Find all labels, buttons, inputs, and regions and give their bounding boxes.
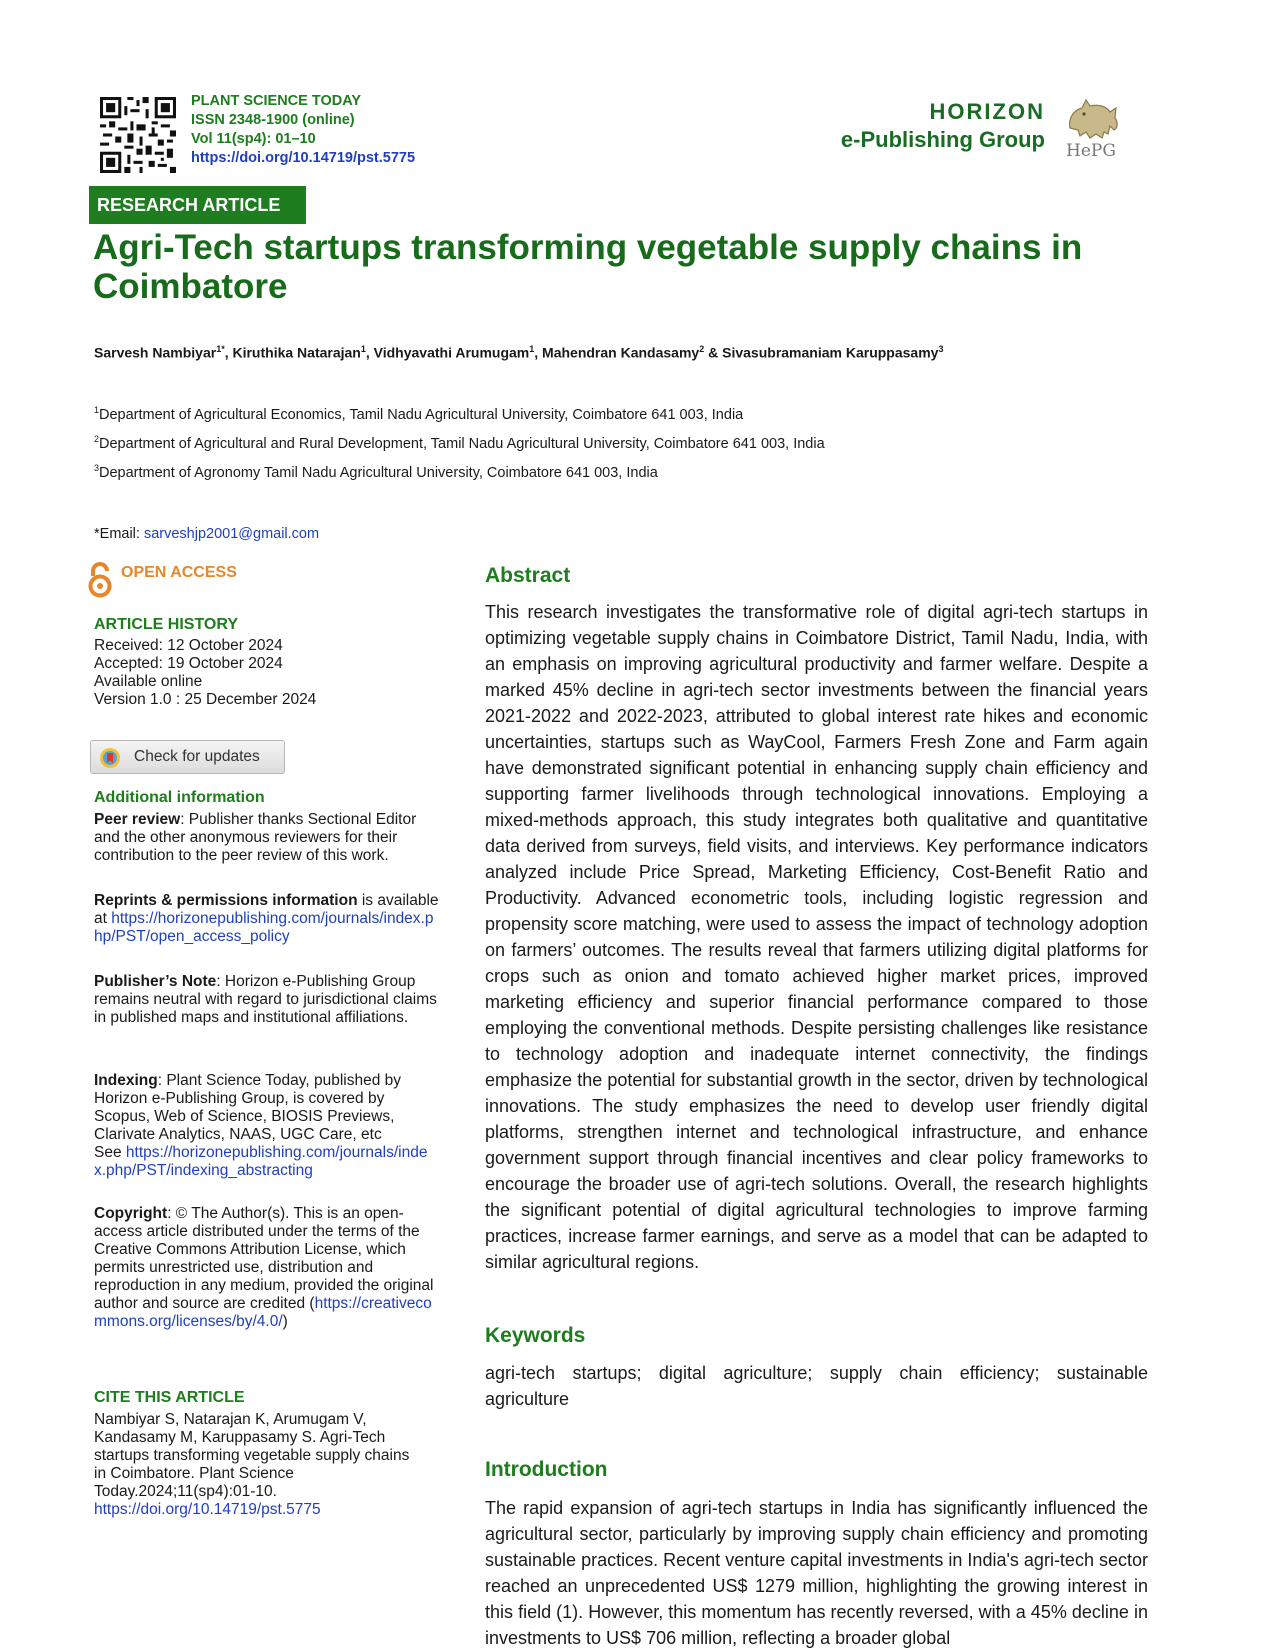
cite-article-label: CITE THIS ARTICLE (94, 1389, 245, 1406)
author-list (94, 344, 943, 361)
open-access-label: OPEN ACCESS (121, 564, 237, 581)
brand-line2: e-Publishing Group (840, 127, 1045, 152)
affiliation-3 (94, 463, 658, 481)
open-access-icon (87, 562, 113, 598)
email-link[interactable]: sarveshjp2001@gmail.com (143, 526, 320, 542)
publisher-note-text: : Horizon e-Publishing Group remains neutral with regard to jurisdictional claims in published maps and institutional affiliations. (94, 973, 437, 1026)
license-link[interactable]: https://creativecommons.org/licenses/by/4.0/ (94, 1295, 432, 1330)
journal-issn: ISSN 2348-1900 (online) (191, 112, 355, 128)
accepted-date: Accepted: 19 October 2024 (94, 655, 283, 672)
author-name: Sivasubramaniam Karuppasamy (722, 344, 939, 361)
lion-logo-icon (1060, 90, 1122, 162)
copyright-label: Copyright (94, 1205, 168, 1222)
peer-review-label: Peer review (94, 811, 181, 828)
copyright-text: : © The Author(s). This is an open-access article distributed under the terms of the Creative Commons Attribution License, which permits unrestricted use, distribution and reproduction in any medium, provided the original author and source are credited ( (94, 1205, 434, 1312)
affiliation-text: Department of Agronomy Tamil Nadu Agricultural University, Coimbatore 641 003, India (99, 464, 658, 481)
citation (94, 1411, 424, 1519)
citation-text: Nambiyar S, Natarajan K, Arumugam V, Kandasamy M, Karuppasamy S. Agri-Tech startups transforming vegetable supply chains in Coimbatore. Plant Science Today.2024;11(sp4):01-10. (94, 1411, 410, 1500)
author-sup: 1* (216, 344, 225, 354)
received-date: Received: 12 October 2024 (94, 637, 283, 654)
email-label: *Email: (94, 526, 144, 542)
journal-name: PLANT SCIENCE TODAY (191, 93, 361, 109)
author-sup: 1 (360, 344, 366, 354)
introduction-text: The rapid expansion of agri-tech startups in India has significantly influenced the agricultural sector, particularly by improving supply chain efficiency and promoting sustainable practices. Recent venture capital investments in India's agri-tech sector reached an unprecedented US$ 1279 million, highlighting the growing interest in this field (1). However, this momentum has recently reversed, with a 45% decline in investments to US$ 706 million, reflecting a broader global (485, 1498, 1148, 1648)
peer-review-text: : Publisher thanks Sectional Editor and the other anonymous reviewers for their contribution to the peer review of this work. (94, 811, 417, 864)
affiliation-1 (94, 405, 743, 423)
indexing-note (94, 1072, 439, 1180)
abstract-heading: Abstract (485, 564, 571, 587)
affiliation-num: 3 (94, 463, 100, 473)
check-for-updates-button[interactable] (90, 740, 285, 774)
author-sep: , (534, 344, 543, 361)
publisher-note-label: Publisher’s Note (94, 973, 217, 990)
article-history (94, 637, 316, 709)
article-history-label: ARTICLE HISTORY (94, 616, 239, 633)
author-sup: 1 (529, 344, 535, 354)
affiliation-num: 1 (94, 405, 100, 415)
journal-info (191, 92, 415, 168)
qr-code-icon (100, 97, 176, 173)
indexing-label: Indexing (94, 1072, 158, 1089)
hepg-logo-text: HePG (1066, 141, 1116, 161)
brand-line1: HORIZON (929, 99, 1045, 124)
peer-review-note (94, 811, 439, 865)
corresponding-email (94, 526, 319, 542)
additional-info-label: Additional information (94, 789, 265, 806)
author-sup: 2 (699, 344, 705, 354)
copyright-close: ) (282, 1313, 288, 1330)
affiliation-text: Department of Agricultural Economics, Tamil Nadu Agricultural University, Coimbatore 641 003, India (99, 406, 744, 423)
author-sep: , (224, 344, 233, 361)
indexing-link[interactable]: https://horizonepublishing.com/journals/index.php/PST/indexing_abstracting (94, 1144, 428, 1179)
article-title: Agri-Tech startups transforming vegetable supply chains in Coimbatore (93, 228, 1083, 306)
article-type-banner: RESEARCH ARTICLE (89, 186, 306, 224)
reprints-text: is available at (94, 892, 443, 927)
check-updates-label: Check for updates (134, 748, 260, 765)
reprints-note (94, 892, 443, 946)
affiliation-2 (94, 434, 825, 452)
affiliation-text: Department of Agricultural and Rural Development, Tamil Nadu Agricultural University, Coimbatore 641 003, India (99, 435, 825, 452)
indexing-text: : Plant Science Today, published by Horizon e-Publishing Group, is covered by Scopus, Web of Science, BIOSIS Previews, Clarivate Analytics, NAAS, UGC Care, etc (94, 1072, 402, 1143)
author-name: Mahendran Kandasamy (542, 344, 700, 361)
author-sep: , (365, 344, 374, 361)
journal-doi-link[interactable]: https://doi.org/10.14719/pst.5775 (191, 150, 416, 166)
publisher-brand (800, 98, 1045, 154)
version-date: Version 1.0 : 25 December 2024 (94, 691, 317, 708)
affiliation-num: 2 (94, 434, 100, 444)
author-sup: 3 (938, 344, 944, 354)
keywords-text: agri-tech startups; digital agriculture; supply chain efficiency; sustainable agriculture (485, 1363, 1148, 1409)
reprints-label: Reprints & permissions information (94, 892, 358, 909)
available-online: Available online (94, 673, 203, 690)
author-name: Vidhyavathi Arumugam (373, 344, 530, 361)
introduction-heading: Introduction (485, 1458, 608, 1481)
copyright-note (94, 1205, 439, 1331)
bookmark-update-icon (99, 747, 121, 769)
indexing-see: See (94, 1144, 126, 1161)
citation-doi-link[interactable]: https://doi.org/10.14719/pst.5775 (94, 1501, 321, 1518)
journal-volume: Vol 11(sp4): 01–10 (191, 131, 316, 147)
reprints-link[interactable]: https://horizonepublishing.com/journals/index.php/PST/open_access_policy (94, 910, 434, 945)
abstract-text: This research investigates the transformative role of digital agri-tech startups in optimizing vegetable supply chains in Coimbatore District, Tamil Nadu, India, with an emphasis on improving agricultural productivity and farmer welfare. Despite a marked 45% decline in agri-tech sector investments between the financial years 2021-2022 and 2022-2023, attributed to global interest rate hikes and economic uncertainties, startups such as WayCool, Farmers Fresh Zone and Farm again have demonstrated significant potential in enhancing supply chain efficiency and supporting farmer livelihoods through technological innovations. Employing a mixed-methods approach, this study integrates both qualitative and quantitative data derived from surveys, field visits, and interviews. Key performance indicators analyzed include Price Spread, Marketing Efficiency, Cost-Benefit Ratio and Productivity. Advanced econometric tools, including logistic regression and propensity score matching, were used to assess the impact of technology adoption on farmers’ outcomes. The results reveal that farmers utilizing digital platforms for crops such as onion and tomato achieved higher market prices, improved marketing efficiency and superior financial performance compared to those employing the conventional methods. Despite persisting challenges like resistance to technology adoption and inadequate internet connectivity, the findings emphasize the potential for substantial growth in the sector, driven by technological innovations. The study emphasizes the need to develop user friendly digital platforms, strengthen internet and technological infrastructure, and enhance government support through financial incentives and clear policy frameworks to encourage the broader use of agri-tech solutions. Overall, the research highlights the significant potential of digital agricultural technologies to improve farming practices, increase farmer earnings, and serve as a model that can be adapted to similar agricultural regions. (485, 602, 1148, 1272)
author-name: Kiruthika Natarajan (232, 344, 361, 361)
author-name: Sarvesh Nambiyar (94, 344, 217, 361)
keywords-heading: Keywords (485, 1324, 586, 1347)
author-sep: & (704, 344, 723, 361)
publisher-note (94, 973, 439, 1027)
